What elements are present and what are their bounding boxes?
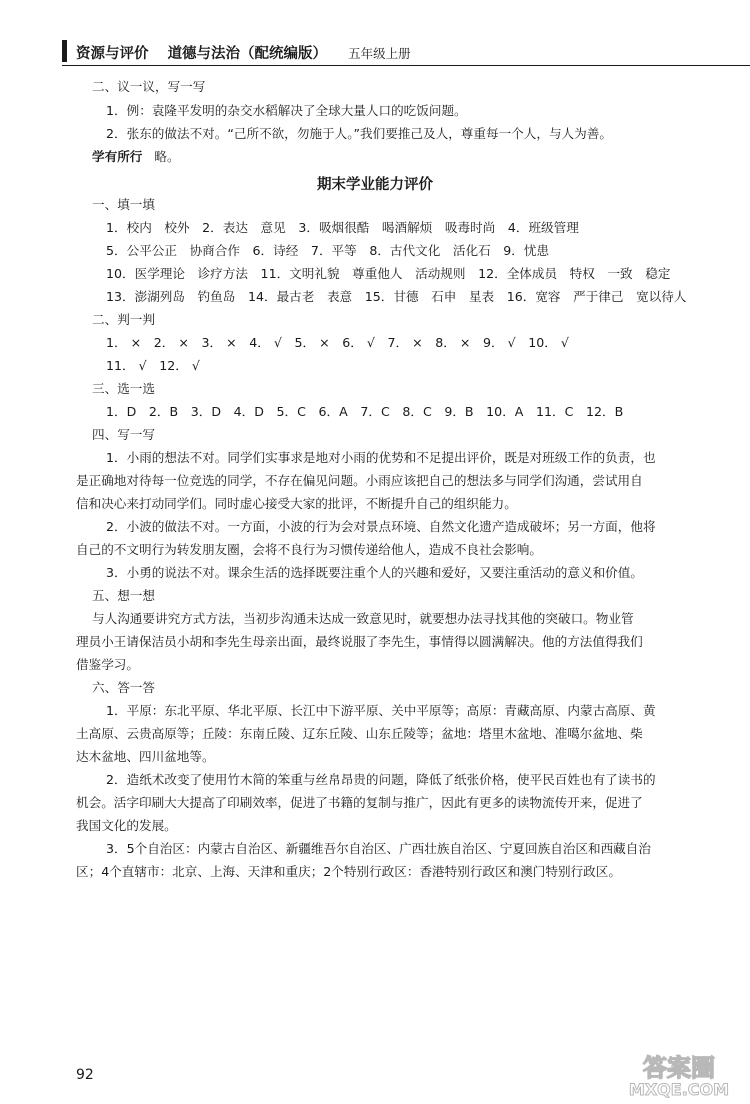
xuexue-label: 学有所行 [92,149,143,164]
answer-line: 1．小雨的想法不对。同学们实事求是地对小雨的优势和不足提出评价，既是对班级工作的负责，也 [106,450,656,465]
header-series: 资源与评价 [76,46,149,62]
watermark-logo [615,1052,743,1098]
section-title: 期末学业能力评价 [317,177,433,193]
answer-line: 1．校内 校外 2．表达 意见 3．吸烟很酷 喝酒解烦 吸毒时尚 4．班级管理 [106,220,579,235]
answer-line: 2．造纸术改变了使用竹木简的笨重与丝帛昂贵的问题，降低了纸张价格，使平民百姓也有了读书的 [106,772,656,787]
watermark-top: 答案圈 [643,1054,715,1082]
answer-line: 13．澎湖列岛 钓鱼岛 14．最古老 表意 15．甘德 石申 星表 16．宽容 严于律己 宽以待人 [106,289,687,304]
header-bar [62,40,67,62]
section-heading: 一、填一填 [92,197,155,212]
page-number: 92 [76,1067,94,1083]
answer-line: 借鉴学习。 [76,657,139,672]
header-grade: 五年级上册 [348,46,411,61]
answer-line: 信和决心来打动同学们。同时虚心接受大家的批评，不断提升自己的组织能力。 [76,496,517,511]
watermark-bottom: MXQE.COM [628,1080,730,1098]
answer-line: 机会。活字印刷大大提高了印刷效率，促进了书籍的复制与推广，因此有更多的读物流传开来，促进了 [76,795,643,810]
answer-line: 5．公平公正 协商合作 6．诗经 7．平等 8．古代文化 活化石 9．忧患 [106,243,550,258]
xuexue-text: 略。 [154,149,180,164]
answer-line: 3．5个自治区：内蒙古自治区、新疆维吾尔自治区、广西壮族自治区、宁夏回族自治区和西藏自治 [106,841,651,856]
section-heading: 四、写一写 [92,427,155,442]
answer-line: 与人沟通要讲究方式方法，当初步沟通未达成一致意见时，就要想办法寻找其他的突破口。物业管 [92,611,634,626]
answer-line: 11． √ 12． √ [106,358,200,373]
answer-line: 1． × 2． × 3． × 4． √ 5． × 6． √ 7． × 8． × 9． √ 10． √ [106,335,569,350]
section-heading: 二、判一判 [92,312,155,327]
answer-line: 1．D 2．B 3．D 4．D 5．C 6．A 7．C 8．C 9．B 10．A 11．C 12．B [106,404,624,419]
section-heading: 六、答一答 [92,680,155,695]
answer-line: 理员小王请保洁员小胡和李先生母亲出面，最终说服了李先生，事情得以圆满解决。他的方法值得我们 [76,634,643,649]
section-heading: 五、想一想 [92,588,155,603]
xuexue-line [92,148,180,166]
section-heading: 三、选一选 [92,381,155,396]
watermark-svg [615,1052,743,1098]
answer-line: 土高原、云贵高原等；丘陵：东南丘陵、辽东丘陵、山东丘陵等；盆地：塔里木盆地、准噶尔盆地、柴 [76,726,643,741]
answer-line: 2．小波的做法不对。一方面，小波的行为会对景点环境、自然文化遗产造成破坏；另一方面，他将 [106,519,656,534]
header-rule [62,65,750,66]
answer-line: 3．小勇的说法不对。课余生活的选择既要注重个人的兴趣和爱好，又要注重活动的意义和价值。 [106,565,643,580]
answer-line: 达木盆地、四川盆地等。 [76,749,215,764]
page-header [62,38,750,68]
answer-line: 1．平原：东北平原、华北平原、长江中下游平原、关中平原等；高原：青藏高原、内蒙古高原、黄 [106,703,656,718]
answer-line: 是正确地对待每一位竞选的同学，不存在偏见问题。小雨应该把自己的想法多与同学们沟通，尝试用自 [76,473,643,488]
section-heading: 二、议一议，写一写 [92,79,206,94]
answer-line: 2．张东的做法不对。“己所不欲，勿施于人。”我们要推己及人，尊重每一个人，与人为善。 [106,126,612,141]
answer-line: 10．医学理论 诊疗方法 11．文明礼貌 尊重他人 活动规则 12．全体成员 特权 一致 稳定 [106,266,671,281]
header-subject: 道德与法治（配统编版） [167,46,328,62]
answer-line: 区；4个直辖市：北京、上海、天津和重庆；2个特别行政区：香港特别行政区和澳门特别行政区。 [76,864,621,879]
answer-line: 自己的不文明行为转发朋友圈，会将不良行为习惯传递给他人，造成不良社会影响。 [76,542,542,557]
header-text [76,42,411,63]
answer-line: 1．例：袁隆平发明的杂交水稻解决了全球大量人口的吃饭问题。 [106,103,467,118]
answer-line: 我国文化的发展。 [76,818,177,833]
